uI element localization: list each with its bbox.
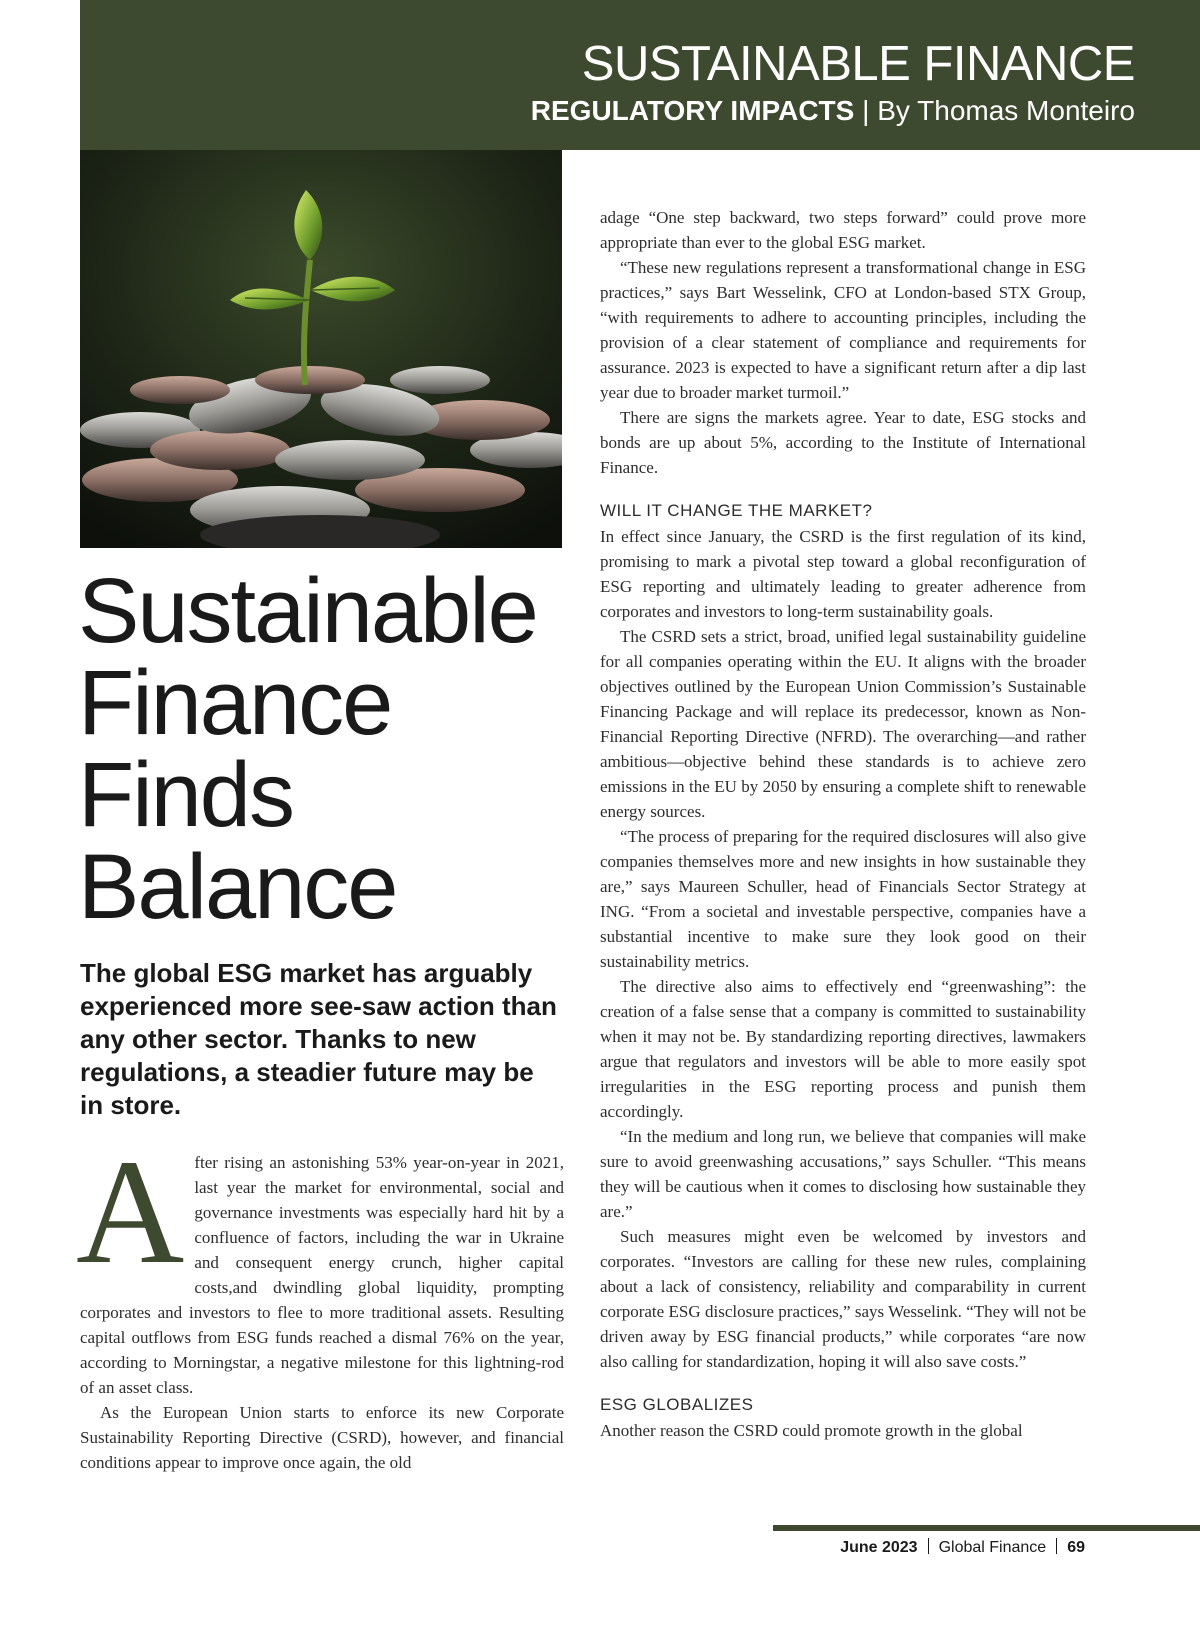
page-number: 69 [1067, 1539, 1085, 1556]
subhead: WILL IT CHANGE THE MARKET? [600, 501, 873, 520]
footer-divider [928, 1538, 929, 1554]
body-paragraph: The CSRD sets a strict, broad, unified legal sustainability guideline for all companies operating within the EU. It aligns with the broader objectives outlined by the European Union Commission’s Sustainable Financing Package and will replace its predecessor, known as Non-Financial Reporting Directive (NFRD). The overarching—and rather ambitious—objective behind these standards is to achieve zero emissions in the EU by 2050 by ensuring a complete shift to renewable energy sources. [600, 627, 1086, 821]
headline-line: Finds [78, 744, 293, 846]
dek: The global ESG market has arguably experienced more see-saw action than any other sector. Thanks to new regulations, a steadier future may be in store. [80, 958, 557, 1120]
body-paragraph: In effect since January, the CSRD is the first regulation of its kind, promising to mark a pivotal step toward a global reconfiguration of ESG reporting and ultimately leading to greater adherence from corporates and investors to long-term sustainability goals. [600, 527, 1086, 621]
right-column [600, 205, 1086, 1443]
separator: | [862, 95, 870, 126]
header-band [80, 0, 1200, 150]
headline [78, 560, 558, 938]
body-paragraph: The directive also aims to effectively end “greenwashing”: the creation of a false sense that a company is committed to sustainability when it may not be. By standardizing reporting directives, lawmakers argue that regulators and investors will be able to more easily spot irregularities in the ESG reporting process and punish them accordingly. [600, 977, 1086, 1121]
hero-image [80, 150, 562, 548]
headline-line: Finance [78, 652, 392, 754]
issue-date: June 2023 [840, 1539, 918, 1556]
section-title: SUSTAINABLE FINANCE [581, 37, 1135, 91]
body-paragraph: As the European Union starts to enforce its new Corporate Sustainability Reporting Directive (CSRD), however, and financial conditions appear to improve once again, the old [80, 1403, 564, 1472]
page-footer [840, 1537, 1085, 1559]
body-paragraph: There are signs the markets agree. Year to date, ESG stocks and bonds are up about 5%, according to the Institute of International Finance. [600, 408, 1086, 477]
body-text: fter rising an astonishing 53% year-on-year in 2021, last year the market for environmental, social and governance investments was especially hard hit by a confluence of factors, including the war in Ukraine and consequent energy crunch, higher capital costs,and dwindling global liquidity, prompting corporates and investors to flee to more traditional assets. Resulting capital outflows from ESG funds reached a dismal 76% on the year, according to Morningstar, a negative milestone for this lightning-rod of an asset class. [80, 1153, 564, 1397]
body-paragraph: adage “One step backward, two steps forward” could prove more appropriate than ever to the global ESG market. [600, 208, 1086, 252]
body-paragraph: “In the medium and long run, we believe that companies will make sure to avoid greenwashing accusations,” says Schuller. “This means they will be cautious when it comes to disclosing how sustainable they are.” [600, 1127, 1086, 1221]
drop-cap: A [76, 1129, 185, 1295]
left-column [76, 1129, 564, 1475]
seedling-on-coins-photo [80, 150, 562, 548]
section-subtitle [531, 96, 1135, 127]
byline: By Thomas Monteiro [877, 95, 1135, 126]
footer-rule [773, 1525, 1200, 1531]
body-paragraph: Another reason the CSRD could promote growth in the global [600, 1421, 1023, 1440]
body-paragraph [76, 1129, 564, 1400]
headline-line: Balance [78, 836, 397, 938]
kicker: REGULATORY IMPACTS [530, 95, 855, 126]
body-paragraph: Such measures might even be welcomed by investors and corporates. “Investors are calling for these new rules, complaining about a lack of consistency, reliability and comparability in current corporate ESG disclosure practices,” says Wesselink. “They will not be driven away by ESG financial products,” while corporates “are now also calling for standardization, hoping it will also save costs.” [600, 1227, 1086, 1371]
body-paragraph: “These new regulations represent a transformational change in ESG practices,” says Bart Wesselink, CFO at London-based STX Group, “with requirements to adhere to accounting principles, including the provision of a clear statement of compliance and requirements for assurance. 2023 is expected to have a significant return after a dip last year due to broader market turmoil.” [600, 258, 1086, 402]
body-paragraph: “The process of preparing for the required disclosures will also give companies themselves more and new insights in how sustainable they are,” says Maureen Schuller, head of Financials Sector Strategy at ING. “From a societal and investable perspective, companies have a substantial incentive to make sure they look good on their sustainability metrics. [600, 827, 1086, 971]
headline-line: Sustainable [78, 560, 537, 662]
publication-name: Global Finance [938, 1539, 1047, 1556]
subhead: ESG GLOBALIZES [600, 1395, 754, 1414]
footer-divider [1056, 1538, 1057, 1554]
